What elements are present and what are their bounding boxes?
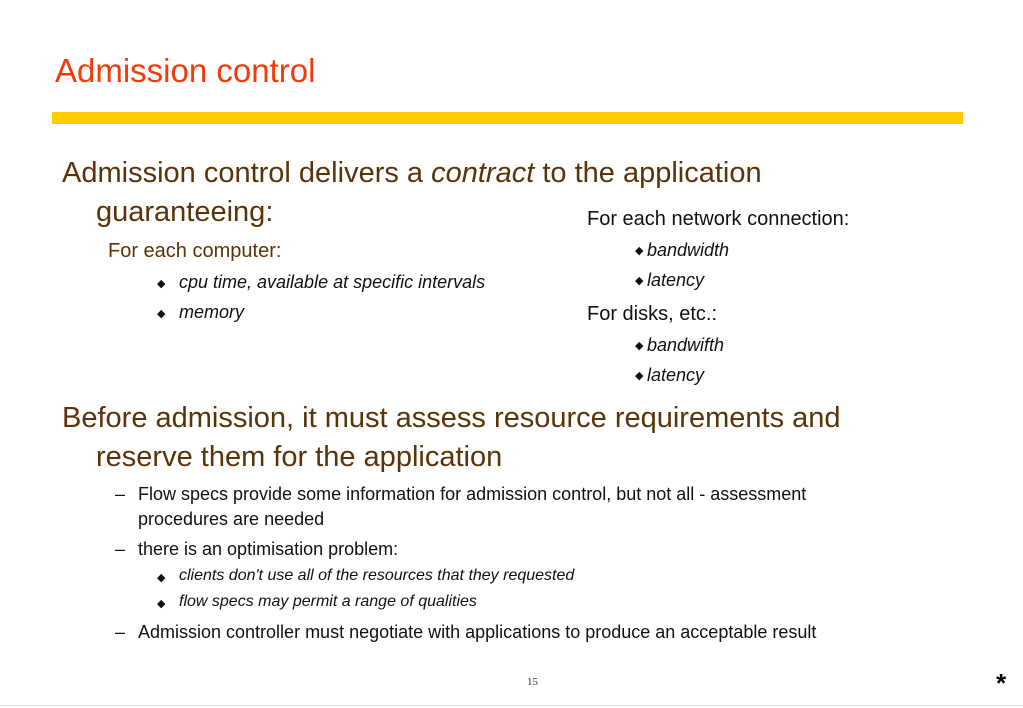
diamond-bullet-icon: ◆: [635, 275, 644, 287]
intro-text-before: Admission control delivers a: [62, 157, 432, 189]
disks-heading: For disks, etc.:: [587, 303, 718, 325]
sub-item: clients don't use all of the resources that they requested: [179, 567, 575, 584]
intro-line-1: [62, 157, 762, 190]
before-line-1: Before admission, it must assess resource requirements and: [62, 402, 841, 434]
network-item: bandwidth: [647, 240, 730, 260]
diamond-bullet-icon: ◆: [635, 245, 644, 257]
network-heading: For each network connection:: [587, 208, 850, 230]
dash-item-1-line-2: procedures are needed: [138, 509, 325, 529]
page-number: 15: [527, 676, 538, 688]
disks-item: bandwifth: [647, 335, 725, 355]
diamond-bullet-icon: ◆: [635, 340, 644, 352]
title-divider: [52, 112, 963, 124]
diamond-bullet-icon: ◆: [157, 598, 166, 610]
sub-item: flow specs may permit a range of qualities: [179, 593, 477, 610]
dash-item-1-line-1: Flow specs provide some information for admission control, but not all - assessment: [138, 484, 807, 504]
dash-item-3: Admission controller must negotiate with applications to produce an acceptable result: [138, 622, 817, 642]
disks-item: latency: [647, 365, 705, 385]
computer-item: memory: [179, 302, 245, 322]
dash-marker: –: [115, 539, 126, 559]
network-item: latency: [647, 270, 705, 290]
dash-marker: –: [115, 622, 126, 642]
slide-title: Admission control: [55, 52, 316, 89]
dash-item-2: there is an optimisation problem:: [138, 539, 399, 559]
computer-heading: For each computer:: [108, 240, 282, 262]
corner-mark: *: [996, 668, 1007, 698]
diamond-bullet-icon: ◆: [157, 278, 166, 290]
intro-emphasis: contract: [431, 157, 535, 189]
intro-line-2: guaranteeing:: [96, 196, 274, 228]
diamond-bullet-icon: ◆: [635, 370, 644, 382]
before-line-2: reserve them for the application: [96, 441, 503, 473]
computer-item: cpu time, available at specific intervals: [179, 272, 486, 292]
bottom-divider: [0, 705, 1023, 706]
intro-text-after: to the application: [534, 157, 762, 189]
diamond-bullet-icon: ◆: [157, 308, 166, 320]
dash-marker: –: [115, 484, 126, 504]
diamond-bullet-icon: ◆: [157, 572, 166, 584]
